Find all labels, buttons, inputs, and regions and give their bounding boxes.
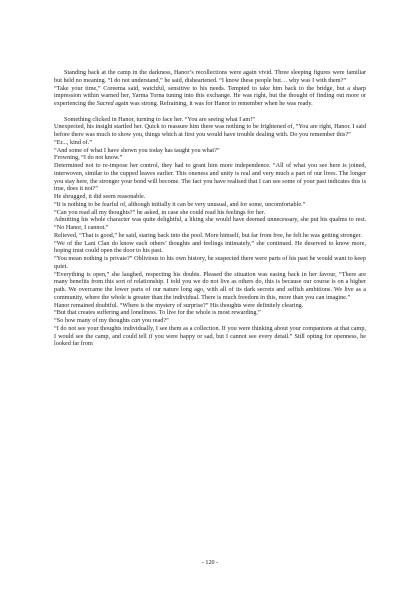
page-number: - 120 - (201, 559, 219, 566)
text-run: again was strong. Refraining, it was for Hanor to remember when he was ready. (113, 100, 313, 107)
text-run: Hanor remained doubtful. “Where is the mystery of surprise?” His thoughts were definitely clearing. (54, 301, 304, 309)
text-run: “But that creates suffering and loneliness. To live for the whole is most rewarding.” (54, 309, 261, 317)
text-run: “So how many of my thoughts (54, 317, 132, 324)
text-run: “You mean nothing is private?” Oblivious to his own history, he suspected there were parts of his past he would want to keep quiet. (54, 255, 366, 270)
paragraph (54, 325, 366, 348)
paragraph (54, 216, 366, 232)
text-run: Unexpected, his insight startled her. Quick to reassure him there was nothing to be frightened of, “You are right, Hanor. I said before there was much to show you, things which at first you would have trouble dealing with. Do you remember this?” (54, 123, 366, 138)
text-run: Frowning, “I do not know.” (54, 154, 123, 162)
italic-text: can (131, 317, 141, 324)
text-run: Admitting his whole character was quite delightful, a liking she would have deemed unnecessary, she put his qualms to rest. “No Hanor, I cannot.” (54, 216, 366, 231)
paragraph (54, 309, 366, 317)
paragraph (54, 240, 366, 256)
text-run: “Er..., kind of.” (54, 138, 92, 146)
text-run: Relieved, “That is good,” he said, staring back into the pool. More himself, but far from free, he felt he was getting stronger. (54, 231, 362, 239)
paragraph (54, 193, 366, 201)
paragraph (54, 271, 366, 302)
paragraph (54, 154, 366, 162)
body-text (54, 69, 366, 348)
text-run: “Can you read all my thoughts?” he asked, in case she could read his feelings for her. (54, 208, 265, 216)
paragraph (54, 162, 366, 193)
text-run: He shrugged, it did seem reasonable. (54, 193, 146, 200)
paragraph (54, 85, 366, 108)
text-run: “We of the Lani Clan do know each others’ thoughts and feelings intimately,” she continued. He deserved to know more, hoping trust could open the door to his past. (54, 239, 366, 255)
paragraph (54, 123, 366, 139)
text-run: “Take your time,” Coreema said, watchful, sensitive to his needs. Tempted to take him back to the bridge, but a sharp impression within warned her, Yarma Torna tuning into this exchange. He was right, but the thought of finding out more or experiencing the (54, 84, 366, 107)
paragraph (54, 255, 366, 271)
text-run: “I do not see your thoughts individually, I see them as a collection. If you were thinking about your companions at that camp, I would see the camp, and could tell if you were happy or sad, but I cannot see every detail.” Still opting for openness, he looked far from (54, 324, 366, 348)
paragraph (54, 139, 366, 147)
paragraph (54, 232, 366, 240)
text-run: “And some of what I have shown you today has taught you what?” (54, 146, 220, 154)
text-run: Something clicked in Hanor, turning to face her. “You are seeing what I am!” (64, 115, 256, 123)
paragraph (54, 116, 366, 124)
paragraph (54, 69, 366, 85)
paragraph (54, 201, 366, 209)
paragraph (54, 209, 366, 217)
text-run: you read?” (140, 317, 169, 324)
italic-text: Sacred (96, 100, 114, 107)
paragraph (54, 302, 366, 310)
text-run: “Everything is open,” she laughed, respecting his doubts. Pleased the situation was easing back in her favour, “There are many benefits from this sort of relationship. I told you we do not live as others do, this is because our course is on a higher path. We overcame the lower parts of our nature long ago, with all of its dark secrets and selfish ambitions. We live as a community, where the whole is greater than the individual. There is much freedom in this, more than you can imagine.” (54, 270, 366, 301)
text-run: Standing back at the camp in the darkness, Hanor’s recollections were again vivid. Three sleeping figures were familiar but held no meaning. “I do not understand,” he said, disheartened. “I know these people but… why was I with them?” (54, 69, 366, 84)
paragraph (54, 317, 366, 325)
text-run: “It is nothing to be fearful of, although initially it can be very unusual, and for some, uncomfortable.” (54, 200, 306, 208)
paragraph (54, 147, 366, 155)
text-run: Determined not to re-impose her control, they had to grant him more independence. “All of what you see here is joined, interwoven, similar to the cupped leaves earlier. This oneness and unity is real and very much a part of our lives. The longer you stay here, the stronger your bond will become. The fact you have realised that I can see some of your past indicates this is true, does it not?” (54, 162, 366, 193)
